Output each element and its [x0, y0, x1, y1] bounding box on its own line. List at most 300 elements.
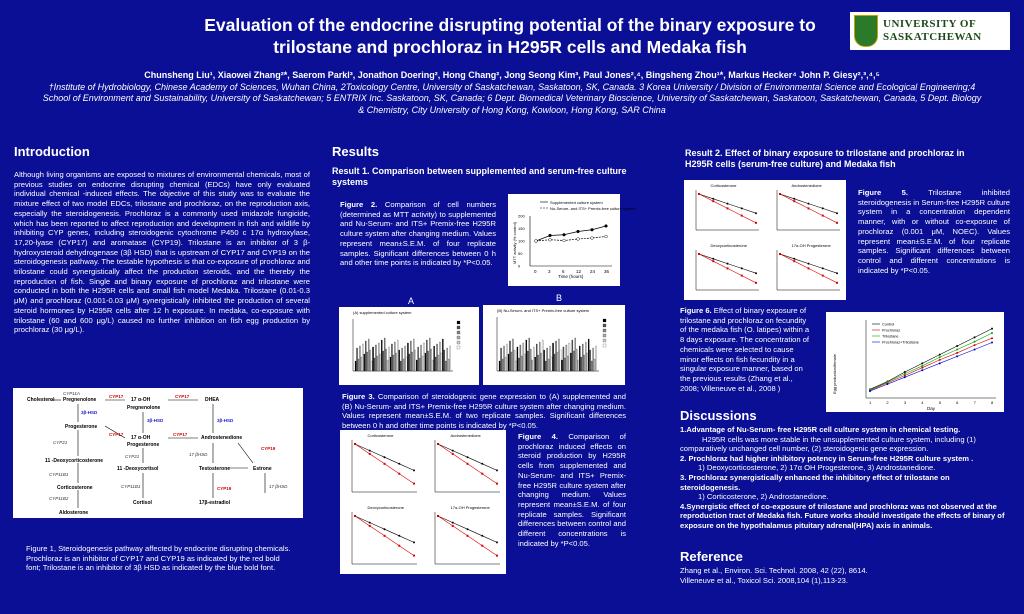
fig5-data-point	[727, 203, 729, 205]
fig5-data-point	[822, 267, 824, 269]
fig4-data-point	[369, 453, 371, 455]
fig6-data-point	[956, 352, 958, 354]
figure2-caption	[340, 200, 496, 268]
fig4-data-point	[354, 443, 356, 445]
fig3-bar	[520, 345, 521, 371]
figure3-panel-label-a: A	[408, 296, 415, 306]
fig5-data-point	[741, 207, 743, 209]
figure5-caption	[858, 188, 1010, 275]
fig3-bar	[560, 350, 561, 371]
fig3-bar	[355, 361, 356, 371]
figure5-svg	[684, 180, 846, 300]
fig3-bar	[575, 338, 576, 371]
enzyme-cyp17-4: CYP17	[173, 432, 188, 437]
university-name	[883, 18, 982, 44]
fig3-bar	[570, 353, 571, 371]
fig4-panel-title: Androstenedione	[450, 433, 481, 438]
discussion-point-2-head: 2. Prochloraz had higher inhibitory potency in Serum-free H295R culture system .	[680, 453, 974, 463]
fig2-data-point	[577, 230, 580, 233]
fig6-data-point	[904, 374, 906, 376]
fig3-bar	[563, 347, 564, 371]
fig3-legend-swatch	[457, 346, 460, 349]
fig5-data-point	[836, 222, 838, 224]
fig3-bar	[508, 354, 509, 371]
fig3-bar	[442, 339, 443, 371]
fig3-bar	[532, 360, 533, 371]
fig3-bar	[505, 357, 506, 371]
introduction-body: Although living organisms are exposed to mixtures of environmental chemicals, most of previous studies on endocrine disrupting chemical (EDCs) have only evaluated individual chemical -induced effects. The objective of this study was to evaluate the mixture effect of two model EDCs, trilostane and prochloraz, on the reproduction axis, especially the steroidogenesis. Prochloraz is a commonly used imidazole fungicide, which has been reported to affect reproduction and development in fish and wildlife by inhibiting CYP genes, including steroidogenic cytochrome P450 c 17α hydroxylase, 17,20-lyase (CYP17) and aromatase (CYP19). Trilostane is an inhibitor of 3 β-hydroxysteroid dehydrogenase (3β HSD) that is upstream of CYP17 and CYP19 on the steroidogenesis pathway. The testable hypothesis is that co-exposure of prochloraz and trilostane could synergistically affect the production steroids, and the thereby the reproduction of fish. Single and binary exposure of prochloraz and trilostane were conducted in both the H295R cells and small fish model Medaka. Trilostane (0.01-0.3 μM) and prochloraz (0.001-0.03 μM) synergistically inhibited the production of several steroid hormones by H295R cells after 12 h exposure. In medaka, co-exposure with trilostane (60 and 600 μg/L) caused no further inhibition on fish egg production by prochloraz (30 μg/L).	[14, 170, 310, 335]
fig6-data-point	[921, 362, 923, 364]
fig5-data-point	[822, 207, 824, 209]
fig2-tick-label: 0	[534, 269, 537, 274]
fig4-data-point	[467, 456, 469, 458]
fig3-bar	[391, 344, 392, 371]
fig3-bar	[499, 361, 500, 371]
fig2-tick-label: 36	[604, 269, 610, 274]
fig3-bar	[579, 346, 580, 371]
fig4-data-point	[413, 541, 415, 543]
title-line-1: Evaluation of the endocrine disrupting potential of the binary exposure to	[204, 15, 816, 35]
fig3-bar	[536, 344, 537, 371]
fig2-data-point	[563, 233, 566, 236]
fig6-data-point	[939, 354, 941, 356]
fig6-legend-entry: Prochloraz+Trilostane	[882, 340, 919, 345]
fig5-data-point	[741, 267, 743, 269]
fig5-data-point	[808, 263, 810, 265]
fig3-bar	[407, 343, 408, 371]
fig6-y-axis-label: Egg production/female	[832, 353, 837, 394]
fig3-bar	[400, 361, 401, 371]
fig3-bar	[523, 343, 524, 371]
fig5-data-point	[727, 263, 729, 265]
fig3-bar	[402, 348, 403, 371]
fig3-legend-swatch	[603, 339, 606, 342]
figure6-chart	[826, 312, 1004, 412]
fig3-legend-swatch	[457, 326, 460, 329]
figure3-caption	[342, 392, 626, 431]
fig3-bar	[362, 344, 363, 371]
fig5-data-point	[808, 203, 810, 205]
node-corticosterone: Corticosterone	[57, 485, 93, 491]
enzyme-cyp17-1: CYP17	[109, 394, 124, 399]
fig4-data-point	[481, 535, 483, 537]
fig3-bar	[588, 339, 589, 371]
node-testosterone: Testosterone	[199, 466, 231, 472]
fig3-bar	[445, 361, 446, 371]
fig3-bar	[399, 350, 400, 371]
discussion-point-3-body: 1) Corticosterone, 2) Androstanedione.	[698, 492, 829, 502]
figure3-label: Figure 3.	[342, 392, 375, 401]
fig2-tick-label: 3	[548, 269, 551, 274]
fig6-x-axis-label: Day	[927, 406, 936, 411]
university-logo	[850, 12, 1010, 50]
fig4-data-point	[413, 469, 415, 471]
fig3-bar	[573, 351, 574, 371]
fig3-bar	[569, 343, 570, 371]
fig2-data-point	[549, 238, 552, 241]
fig2-data-point	[605, 235, 608, 238]
fig3-bar	[384, 338, 385, 371]
fig6-data-point	[974, 336, 976, 338]
figure3-panel-label-b: B	[556, 293, 563, 303]
fig3-bar	[585, 342, 586, 371]
fig6-tick-label: 8	[991, 400, 994, 405]
fig3-panel-title: (B) Nu-Serum- and ITS+ Premix-free culture system	[497, 308, 590, 313]
fig4-data-point	[452, 522, 454, 524]
fig3-bar	[441, 353, 442, 371]
enzyme-cyp21-2: CYP21	[125, 454, 140, 459]
node-progesterone: Progesterone	[65, 424, 98, 430]
fig3-bar	[428, 351, 429, 371]
fig5-data-point	[836, 272, 838, 274]
fig3-bar	[416, 360, 417, 371]
figure4-label: Figure 4.	[518, 432, 558, 441]
fig5-data-point	[755, 222, 757, 224]
author-names: Chunsheng Liu¹, Xiaowei Zhang²*, Saerom Parkl³, Jonathon Doering², Hong Chang², Jong Seong Kim³, Paul Jones²,⁴, Bingsheng Zhou¹*, Markus Hecker⁴ John P. Giesy²,³,⁴,⁵	[144, 70, 880, 80]
node-estradiol: 17β-estradiol	[199, 500, 231, 506]
fig4-data-point	[437, 515, 439, 517]
fig5-panel-title: 17α-OH Progesterone	[791, 243, 831, 248]
fig5-data-point	[755, 212, 757, 214]
fig2-legend-entry: Supplemented culture system	[550, 200, 603, 205]
fig6-data-point	[904, 371, 906, 373]
fig4-data-point	[384, 528, 386, 530]
figure3a-svg	[339, 307, 479, 385]
figure6-caption-text: Effect of binary exposure of trilostane and prochloraz on fecundity of the medaka fish (O. latipes) within a 8 days exposure. The concentration of chemicals were selected to cause minor effects on fish fecundity in a singular exposure manner, based on the previous results (Zhang et al., 2008; Villeneuve et al., 2008 )	[680, 306, 810, 393]
discussion-point-4-head: 4.Synergistic effect of co-exposure of trilostane and prochloraz was not observed at the reproduction tract of Medaka fish. Future works should investigate the effects of binary of exposure on the hypothalamus pituitary adrenal(HPA) axis in animals.	[680, 501, 1005, 530]
fig6-data-point	[886, 383, 888, 385]
fig3-bar	[511, 352, 512, 371]
fig2-data-point	[549, 234, 552, 237]
fig3-bar	[388, 347, 389, 371]
introduction-heading: Introduction	[14, 144, 90, 159]
logo-line-2: SASKATCHEWAN	[883, 31, 982, 43]
fig4-data-point	[467, 463, 469, 465]
figure4-caption-text: Comparison of prochloraz induced effects on steroid production by H295R cells from supplemented and Nu-Serum- and ITS+ Premix-free H295R culture system after changing medium. Values represent mean±S.E.M. of four replicate samples. Significant differences between control and different concentrations is indicated by *P<0.05.	[518, 432, 626, 548]
node-17oh-progesterone-2: Progesterone	[127, 442, 160, 448]
fig3-legend-swatch	[457, 331, 460, 334]
fig5-data-point	[741, 215, 743, 217]
enzyme-3bhsd-1: 3β-HSD	[81, 410, 98, 415]
fig4-data-point	[481, 545, 483, 547]
fig4-data-point	[496, 469, 498, 471]
fig3-legend-swatch	[603, 324, 606, 327]
fig2-legend-entry: Nu-Serum- and ITS+ Premix-free culture system	[550, 206, 636, 211]
fig3-bar	[512, 339, 513, 371]
fig3-legend-swatch	[603, 344, 606, 347]
fig3-panel-title: (A) supplemented culture system	[353, 310, 412, 315]
fig4-data-point	[437, 443, 439, 445]
fig3-bar	[581, 357, 582, 371]
fig6-tick-label: 7	[973, 400, 976, 405]
enzyme-3bhsd-3: 3β-HSD	[217, 418, 234, 423]
fig3-bar	[587, 353, 588, 371]
fig4-data-point	[413, 483, 415, 485]
figure5-label: Figure 5.	[858, 188, 908, 197]
fig4-data-point	[467, 528, 469, 530]
discussions-heading: Discussions	[680, 408, 757, 423]
fig3-bar	[561, 360, 562, 371]
fig3-bar	[509, 341, 510, 371]
fig3-bar	[502, 359, 503, 371]
enzyme-cyp17-2: CYP17	[175, 394, 190, 399]
fig3-bar	[438, 355, 439, 371]
figure2-caption-text: Comparison of cell numbers (determined as MTT activity) to supplemented and Nu-Serum- and ITS+ Premix-free H295R culture system after changing medium. Values represent mean±S.E.M. of four replicate samples. Significant differences between 0 h and other time points is indicated by *P<0.05.	[340, 200, 496, 268]
fig3-bar	[380, 354, 381, 371]
fig3-bar	[547, 348, 548, 371]
fig4-data-point	[398, 545, 400, 547]
result2-subheading: Result 2. Effect of binary exposure to trilostane and prochloraz in H295R cells (serum-free culture) and Medaka fish	[685, 148, 965, 169]
fig6-legend-entry: Trilostane	[882, 334, 899, 339]
fig3-bar	[545, 361, 546, 371]
fig3-bar	[518, 358, 519, 371]
fig2-data-point	[535, 240, 538, 243]
figure6-caption	[680, 306, 810, 393]
enzyme-cyp17-3: CYP17	[109, 432, 124, 437]
fig3-bar	[506, 344, 507, 371]
fig3-bar	[567, 356, 568, 371]
fig6-data-point	[921, 365, 923, 367]
fig3-bar	[448, 359, 449, 371]
fig5-data-point	[793, 260, 795, 262]
node-androstenedione: Androstenedione	[201, 435, 243, 441]
discussion-point-3-head: 3. Prochloraz synergistically enhanced the inhibitory effect of trilostane on steroidogenesis.	[680, 472, 950, 492]
fig3-bar	[555, 341, 556, 371]
fig3-bar	[538, 355, 539, 371]
fig3-bar	[359, 346, 360, 371]
fig6-data-point	[974, 341, 976, 343]
fig2-ytick-label: 50	[518, 251, 523, 256]
fig3-bar	[361, 357, 362, 371]
fig3-bar	[557, 352, 558, 371]
fig3-bar	[517, 347, 518, 371]
fig2-ytick-label: 150	[518, 226, 525, 231]
figure3b-svg	[483, 305, 625, 385]
logo-line-1: UNIVERSITY OF	[883, 18, 977, 30]
fig6-data-point	[904, 376, 906, 378]
enzyme-cyp11b2: CYP11B2	[49, 496, 69, 501]
fig4-data-point	[384, 456, 386, 458]
fig3-bar	[356, 348, 357, 371]
fig2-y-axis-label: MTT activity (% control)	[512, 222, 517, 264]
fig6-legend-entry: Control	[882, 322, 895, 327]
fig6-data-point	[939, 359, 941, 361]
fig5-data-point	[712, 198, 714, 200]
fig6-data-point	[921, 367, 923, 369]
enzyme-17bhsd-1: 17 βHSD	[189, 452, 208, 457]
fig3-bar	[394, 342, 395, 371]
fig3-bar	[367, 352, 368, 371]
reference-list	[680, 566, 1010, 586]
fig2-ytick-label: 0	[518, 263, 521, 269]
fig3-bar	[594, 359, 595, 371]
reference-2: Villeneuve et al., Toxicol Sci. 2008,104 (1),113-23.	[680, 576, 849, 585]
fig3-bar	[576, 349, 577, 371]
fig5-data-point	[793, 258, 795, 260]
fig5-data-point	[808, 267, 810, 269]
discussion-point-1-head: 1.Advantage of Nu-Serum- free H295R cell culture system in chemical testing.	[680, 425, 961, 434]
fig3-bar	[374, 358, 375, 371]
fig3-bar	[535, 357, 536, 371]
fig6-legend-entry: Prochloraz	[882, 328, 901, 333]
fig5-data-point	[698, 193, 700, 195]
fig5-data-point	[727, 267, 729, 269]
fig3-legend-swatch	[603, 329, 606, 332]
enzyme-cyp21-1: CYP21	[53, 440, 68, 445]
fig3-bar	[370, 350, 371, 371]
node-deoxycortisol: 11 -Deoxycortisol	[117, 466, 159, 472]
fig3-bar	[403, 359, 404, 371]
fig4-panel-title: Corticosterone	[367, 433, 394, 438]
fig5-data-point	[755, 272, 757, 274]
fig3-bar	[596, 346, 597, 371]
enzyme-cyp19-2: CYP19	[217, 486, 232, 491]
figure1-caption: Figure 1, Steroidogenesis pathway affected by endocrine disrupting chemicals. Prochloraz is an inhibitor of CYP17 and CYP19 as indicated by the red bold font; Trilostane is an inhibitor of 3β HSD as indicated by the blue bold font.	[26, 544, 291, 573]
node-17oh-progesterone: 17 α-OH	[131, 435, 151, 441]
fig4-panel-title: 17α-OH Progesterone	[450, 505, 490, 510]
figure4-chart	[340, 430, 506, 574]
fig5-data-point	[836, 212, 838, 214]
fig4-data-point	[452, 450, 454, 452]
fig2-tick-label: 6	[562, 269, 565, 274]
fig3-bar	[375, 345, 376, 371]
fig3-bar	[444, 350, 445, 371]
discussion-point-1-body: H295R cells was more stable in the unsupplemented culture system, including (1) comparatively unchanged cell number, (2) steroidogenic gene expression.	[680, 434, 976, 454]
fig3-bar	[591, 361, 592, 371]
fig3-bar	[533, 347, 534, 371]
figure2-chart	[508, 194, 636, 286]
reference-heading: Reference	[680, 549, 743, 564]
fig3-bar	[552, 343, 553, 371]
fig6-data-point	[886, 381, 888, 383]
fig6-tick-label: 1	[869, 400, 872, 405]
fig3-bar	[526, 340, 527, 371]
fig4-data-point	[384, 535, 386, 537]
node-pregnenolone: Pregnenolone	[63, 397, 97, 403]
fig6-data-point	[991, 328, 993, 330]
fig6-data-point	[939, 362, 941, 364]
fig5-data-point	[779, 253, 781, 255]
fig5-panel-title: Deoxycorticosterone	[710, 243, 747, 248]
fig5-data-point	[836, 282, 838, 284]
fig3-bar	[383, 351, 384, 371]
fig2-tick-label: 12	[576, 269, 582, 274]
fig3-bar	[377, 356, 378, 371]
fig3-bar	[582, 344, 583, 371]
fig3-bar	[447, 348, 448, 371]
figure2-svg	[508, 194, 636, 286]
fig3-bar	[549, 346, 550, 371]
fig3-bar	[420, 345, 421, 371]
fig4-data-point	[452, 525, 454, 527]
fig3-bar	[429, 338, 430, 371]
fig2-x-axis-label: Time (hours)	[558, 274, 584, 279]
fig3-bar	[397, 340, 398, 371]
node-aldosterone: Aldosterone	[59, 510, 89, 516]
enzyme-cyp11a: CYP11A	[63, 391, 80, 396]
fig4-data-point	[467, 535, 469, 537]
fig3-bar	[514, 350, 515, 371]
fig3-bar	[436, 344, 437, 371]
fig3-bar	[566, 345, 567, 371]
fig2-data-point	[591, 228, 594, 231]
fig3-bar	[554, 354, 555, 371]
fig3-bar	[521, 356, 522, 371]
fig6-data-point	[991, 337, 993, 339]
fig3-bar	[371, 361, 372, 371]
fig3-bar	[584, 355, 585, 371]
fig3-bar	[544, 350, 545, 371]
fig3-bar	[529, 338, 530, 371]
figure5-chart	[684, 180, 846, 300]
fig5-data-point	[822, 215, 824, 217]
fig3-bar	[590, 350, 591, 371]
fig4-data-point	[481, 473, 483, 475]
node-estrone: Estrone	[253, 466, 272, 472]
fig3-bar	[422, 356, 423, 371]
discussion-point-2-body: 1) Deoxycorticosterone, 2) 17α OH Progesterone, 3) Androstanedione.	[698, 463, 936, 473]
fig6-data-point	[991, 332, 993, 334]
figure5-caption-text: Trilostane inhibited steroidogenesis in Serum-free H295R culture system in a concentration dependent manner, with or without co-exposure of prochloraz (0.001 μM, NOEC). Values represent mean±S.E.M. of four replicate samples. Significant differences between control and different concentrations is indicated by *P<0.05.	[858, 188, 1010, 275]
fig6-data-point	[974, 348, 976, 350]
fig4-data-point	[496, 541, 498, 543]
figure2-label: Figure 2.	[340, 200, 378, 209]
fig3-bar	[378, 343, 379, 371]
fig4-data-point	[452, 453, 454, 455]
fig3-bar	[572, 340, 573, 371]
fig4-data-point	[354, 515, 356, 517]
enzyme-cyp11b1-2: CYP11B1	[121, 484, 141, 489]
fig6-data-point	[904, 373, 906, 375]
fig3-legend-swatch	[603, 319, 606, 322]
fig2-data-point	[563, 239, 566, 242]
fig3-bar	[419, 358, 420, 371]
figure3-caption-text: Comparison of steroidogenic gene expression to (A) supplemented and (B) Nu-Serum- and ITS+ Premix-free H295R culture system after changing medium. Values represent mean±S.E.M. of two replicate samples. Significant differences between 0 h and other time points is indicated by *P<0.05.	[342, 392, 626, 431]
fig3-bar	[364, 354, 365, 371]
fig3-legend-swatch	[603, 334, 606, 337]
fig6-data-point	[956, 348, 958, 350]
fig3-bar	[541, 353, 542, 371]
fig4-data-point	[496, 555, 498, 557]
result1-subheading: Result 1. Comparison between supplemented and serum-free culture systems	[332, 166, 627, 187]
fig3-bar	[524, 354, 525, 371]
node-17oh-pregnenolone-2: Pregnenolone	[127, 405, 161, 411]
figure4-caption	[518, 432, 626, 548]
figure3a-chart	[339, 307, 479, 385]
fig6-data-point	[991, 342, 993, 344]
fig6-tick-label: 6	[956, 400, 959, 405]
fig3-bar	[381, 340, 382, 371]
fig3-bar	[406, 357, 407, 371]
fig4-data-point	[369, 525, 371, 527]
fig4-panel-title: Deoxycorticosterone	[367, 505, 404, 510]
fig4-data-point	[496, 483, 498, 485]
fig3-bar	[558, 339, 559, 371]
fig6-data-point	[956, 355, 958, 357]
fig3-bar	[387, 360, 388, 371]
fig3-bar	[539, 342, 540, 371]
fig3-bar	[564, 358, 565, 371]
crest-icon	[854, 15, 878, 47]
fig6-tick-label: 5	[938, 400, 941, 405]
fig3-bar	[372, 347, 373, 371]
figure3b-chart	[483, 305, 625, 385]
node-17oh-pregnenolone: 17 α-OH	[131, 397, 151, 403]
fig3-bar	[503, 346, 504, 371]
fig3-bar	[404, 346, 405, 371]
fig3-bar	[425, 353, 426, 371]
fig3-bar	[423, 343, 424, 371]
